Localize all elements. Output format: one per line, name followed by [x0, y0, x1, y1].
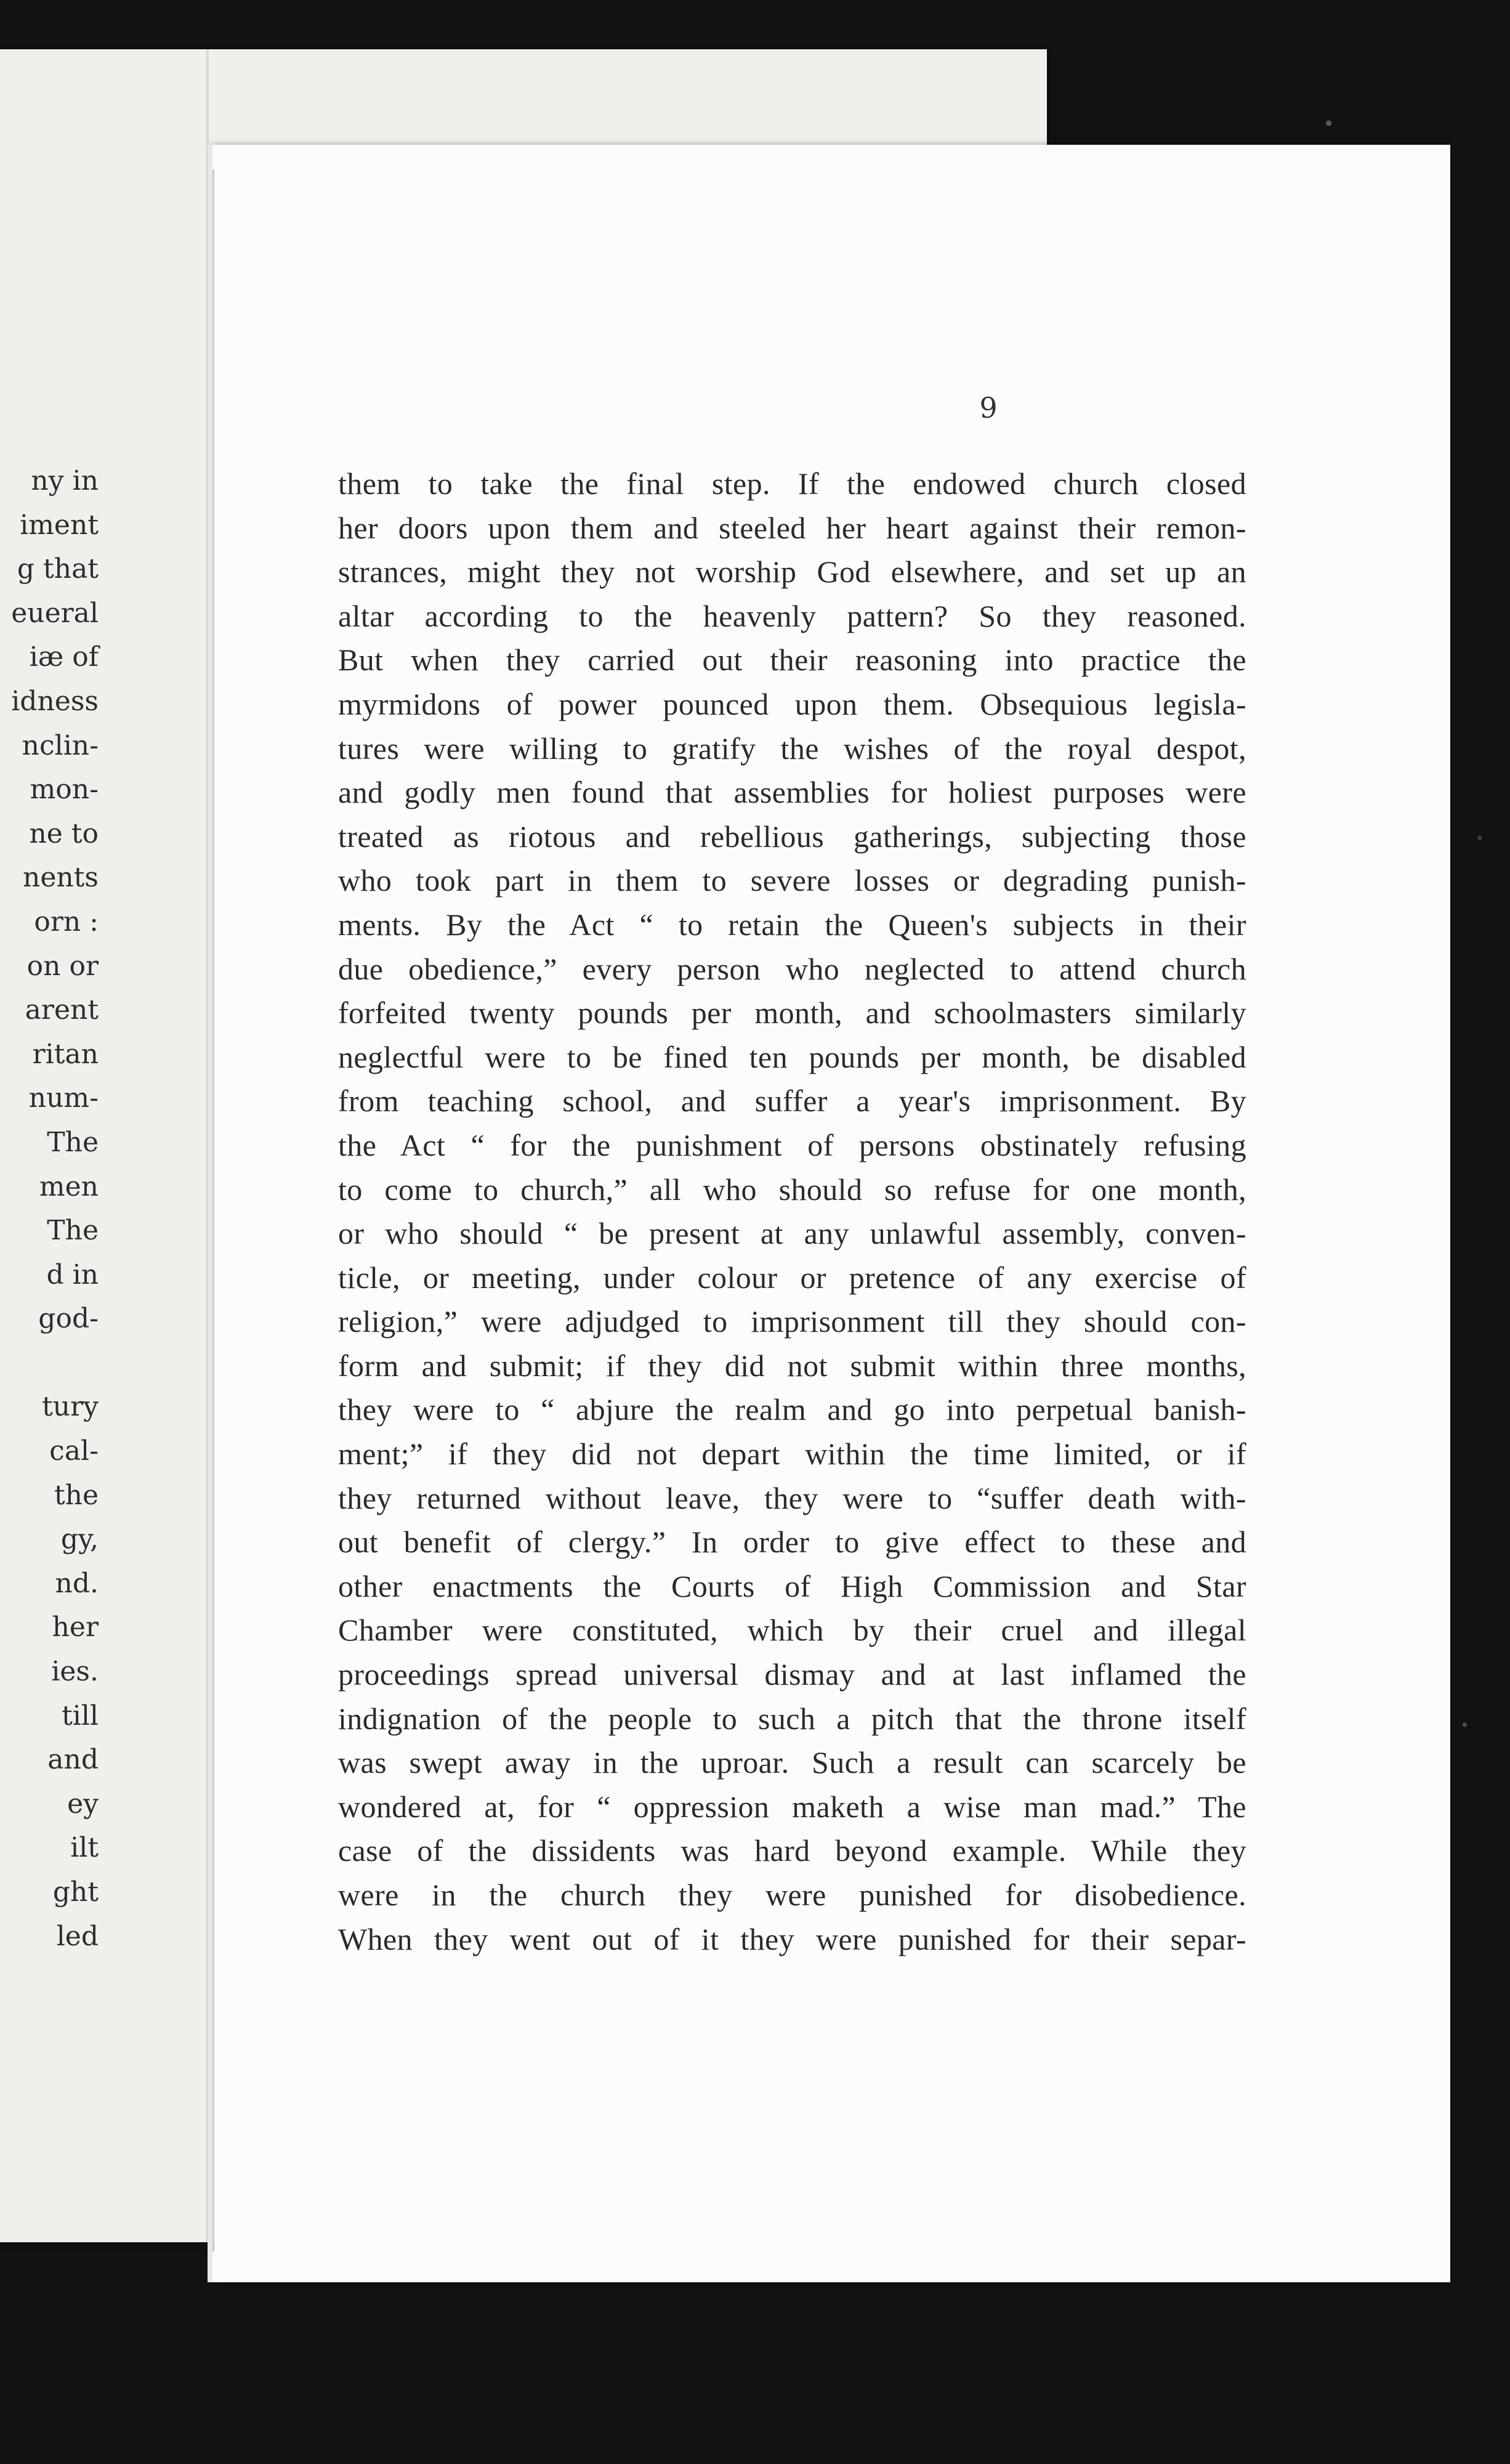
text-line: the Act “ for the punishment of persons obstinately refusing: [338, 1127, 1246, 1162]
text-line: myrmidons of power pounced upon them. Obsequious legisla-: [338, 686, 1246, 721]
facing-page-line: men: [39, 1170, 99, 1202]
book-page: [212, 145, 1450, 2282]
text-line: were in the church they were punished for disobedience.: [338, 1878, 1246, 1912]
text-line: tures were willing to gratify the wishes of the royal despot,: [338, 731, 1246, 766]
facing-page-line: orn :: [34, 906, 99, 938]
text-line: from teaching school, and suffer a year's imprisonment. By: [338, 1084, 1246, 1119]
text-line: form and submit; if they did not submit within three months,: [338, 1348, 1246, 1383]
text-line: who took part in them to severe losses or degrading punish-: [338, 863, 1246, 898]
text-line: out benefit of clergy.” In order to give effect to these and: [338, 1525, 1246, 1560]
text-line: indignation of the people to such a pitch that the throne itself: [338, 1701, 1246, 1736]
facing-page-line: her: [52, 1611, 99, 1643]
text-line: her doors upon them and steeled her heart against their remon-: [338, 510, 1246, 545]
facing-page-line: iæ of: [29, 641, 99, 673]
text-line: neglectful were to be fined ten pounds per month, be disabled: [338, 1039, 1246, 1074]
facing-page-line: ilt: [70, 1832, 99, 1864]
facing-page-line: ny in: [31, 465, 99, 496]
facing-page-line: iment: [20, 509, 99, 541]
text-line: When they went out of it they were punished for their separ-: [338, 1921, 1246, 1956]
facing-page-line: num-: [28, 1082, 99, 1114]
facing-page-line: on or: [26, 950, 99, 982]
text-line: ments. By the Act “ to retain the Queen's subjects in their: [338, 907, 1246, 942]
facing-page-line: the: [54, 1479, 99, 1511]
text-line: forfeited twenty pounds per month, and schoolmasters similarly: [338, 995, 1246, 1031]
facing-page-edge: [206, 49, 209, 2242]
text-line: proceedings spread universal dismay and at last inflamed the: [338, 1657, 1246, 1692]
facing-page-line: ies.: [51, 1656, 99, 1688]
facing-page-line: d in: [46, 1258, 99, 1291]
facing-page-line: cal-: [49, 1435, 99, 1467]
facing-page-line: arent: [25, 994, 99, 1026]
facing-page-line: The: [47, 1215, 99, 1247]
page-gutter: [212, 169, 214, 2251]
text-line: due obedience,” every person who neglected to attend church: [338, 951, 1246, 986]
text-line: wondered at, for “ oppression maketh a wise man mad.” The: [338, 1789, 1246, 1824]
text-line: altar according to the heavenly pattern? So they reasoned.: [338, 598, 1246, 633]
facing-page-text-fragments: [0, 459, 99, 1958]
facing-page-line: [0, 1341, 99, 1385]
facing-page-line: g that: [17, 553, 99, 585]
text-line: Chamber were constituted, which by their cruel and illegal: [338, 1613, 1246, 1648]
facing-page-line: nd.: [55, 1567, 99, 1599]
facing-page-line: ne to: [29, 817, 99, 849]
text-line: was swept away in the uproar. Such a result can scarcely be: [338, 1745, 1246, 1780]
text-line: case of the dissidents was hard beyond example. While they: [338, 1833, 1246, 1868]
text-line: strances, might they not worship God elsewhere, and set up an: [338, 554, 1246, 590]
text-line: ticle, or meeting, under colour or pretence of any exercise of: [338, 1260, 1246, 1295]
facing-page-line: led: [56, 1920, 99, 1952]
facing-page-line: god-: [38, 1303, 99, 1335]
facing-page-line: nclin-: [22, 729, 99, 761]
text-line: But when they carried out their reasoning into practice the: [338, 642, 1246, 678]
facing-page-line: nents: [23, 862, 99, 894]
facing-page-line: ritan: [32, 1038, 99, 1070]
text-line: and godly men found that assemblies for holiest purposes were: [338, 775, 1246, 810]
page-body-text: [338, 462, 1246, 1961]
text-line: other enactments the Courts of High Commission and Star: [338, 1568, 1246, 1603]
text-line: ment;” if they did not depart within the time limited, or if: [338, 1437, 1246, 1472]
text-line: them to take the final step. If the endowed church closed: [338, 466, 1246, 501]
text-line: or who should “ be present at any unlawful assembly, conven-: [338, 1216, 1246, 1251]
text-line: to come to church,” all who should so refuse for one month,: [338, 1172, 1246, 1207]
facing-page-line: ey: [67, 1788, 99, 1820]
facing-page-line: mon-: [30, 774, 99, 806]
facing-page-line: till: [62, 1700, 99, 1732]
page-number: 9: [979, 391, 998, 424]
text-line: religion,” were adjudged to imprisonment till they should con-: [338, 1304, 1246, 1339]
text-line: treated as riotous and rebellious gatherings, subjecting those: [338, 819, 1246, 854]
facing-page-line: ght: [52, 1876, 99, 1908]
text-line: they were to “ abjure the realm and go into perpetual banish-: [338, 1392, 1246, 1427]
facing-page-line: eueral: [11, 597, 99, 629]
facing-page-line: The: [47, 1126, 99, 1158]
facing-page-line: idness: [11, 685, 99, 717]
text-line: they returned without leave, they were to “suffer death with-: [338, 1480, 1246, 1515]
facing-page-line: tury: [42, 1391, 99, 1423]
facing-page-line: gy,: [60, 1523, 99, 1555]
facing-page-line: and: [47, 1744, 99, 1776]
